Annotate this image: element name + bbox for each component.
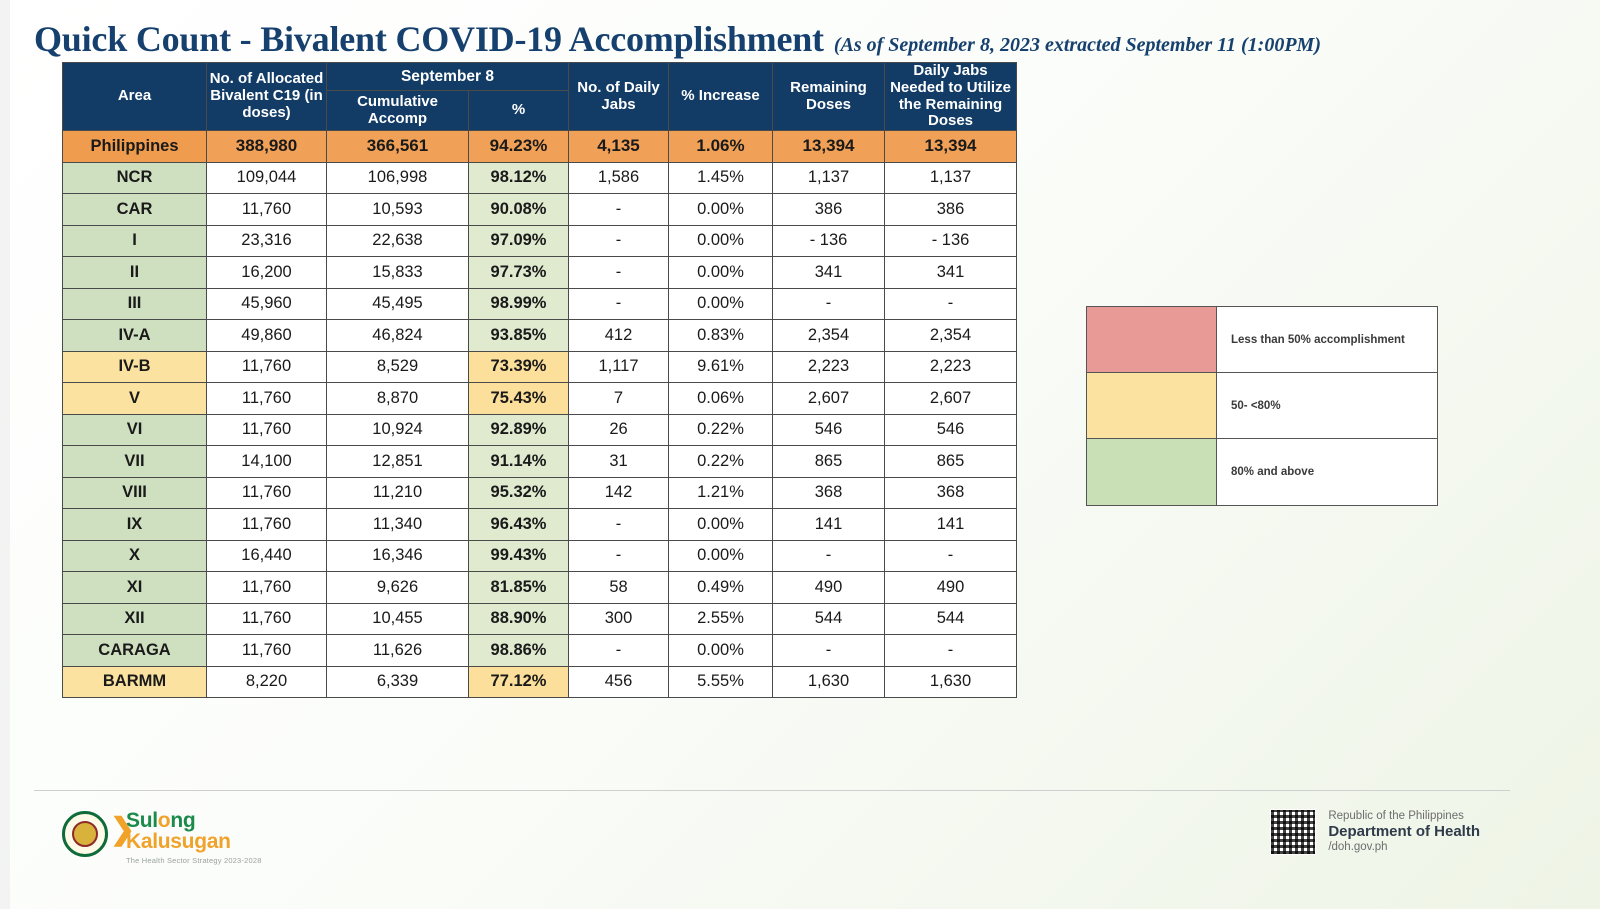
- cell-cumulative: 10,593: [327, 194, 469, 226]
- cell-percent-increase: 2.55%: [669, 603, 773, 635]
- cell-daily-jabs: 412: [569, 320, 669, 352]
- cell-allocated: 11,760: [207, 414, 327, 446]
- cell-percent-increase: 0.49%: [669, 572, 773, 604]
- table-row: [63, 446, 1017, 478]
- doh-website-label: /doh.gov.ph: [1328, 840, 1388, 853]
- cell-daily-jabs: -: [569, 225, 669, 257]
- cell-allocated: 45,960: [207, 288, 327, 320]
- cell-needed: 386: [885, 194, 1017, 226]
- cell-cumulative: 45,495: [327, 288, 469, 320]
- cell-daily-jabs: 1,117: [569, 351, 669, 383]
- legend-label: Less than 50% accomplishment: [1231, 333, 1405, 346]
- cell-percent: 75.43%: [469, 383, 569, 415]
- cell-percent: 98.12%: [469, 162, 569, 194]
- cell-percent-increase: 0.00%: [669, 635, 773, 667]
- cell-remaining: 13,394: [773, 131, 885, 163]
- title-subtitle-text: (As of September 8, 2023 extracted September 11 (1:00PM): [833, 34, 1321, 56]
- legend-label: 80% and above: [1231, 466, 1315, 478]
- cell-cumulative: 8,529: [327, 351, 469, 383]
- cell-percent: 77.12%: [469, 666, 569, 698]
- cell-cumulative: 9,626: [327, 572, 469, 604]
- cell-percent-increase: 1.21%: [669, 477, 773, 509]
- cell-remaining: 2,607: [773, 383, 885, 415]
- cell-daily-jabs: 7: [569, 383, 669, 415]
- cell-needed: 2,354: [885, 320, 1017, 352]
- cell-percent: 92.89%: [469, 414, 569, 446]
- cell-daily-jabs: -: [569, 194, 669, 226]
- sulong-kalusugan-logo: [110, 809, 262, 865]
- cell-allocated: 11,760: [207, 383, 327, 415]
- cell-allocated: 16,200: [207, 257, 327, 289]
- cell-daily-jabs: -: [569, 509, 669, 541]
- cell-daily-jabs: 58: [569, 572, 669, 604]
- cell-cumulative: 46,824: [327, 320, 469, 352]
- cell-area: IX: [63, 509, 207, 541]
- cell-percent-increase: 0.22%: [669, 414, 773, 446]
- table-row: [63, 225, 1017, 257]
- cell-remaining: 386: [773, 194, 885, 226]
- table-row: [63, 572, 1017, 604]
- cell-remaining: 1,137: [773, 162, 885, 194]
- cell-area: VIII: [63, 477, 207, 509]
- cell-daily-jabs: 456: [569, 666, 669, 698]
- table-row: [63, 257, 1017, 289]
- cell-percent: 94.23%: [469, 131, 569, 163]
- cell-area: X: [63, 540, 207, 572]
- sulong-wordmark-line1: Sulong: [126, 809, 196, 832]
- cell-remaining: 341: [773, 257, 885, 289]
- cell-daily-jabs: -: [569, 288, 669, 320]
- cell-cumulative: 8,870: [327, 383, 469, 415]
- table-row: [63, 509, 1017, 541]
- cell-remaining: 2,223: [773, 351, 885, 383]
- table-row: [63, 320, 1017, 352]
- cell-area: Philippines: [63, 131, 207, 163]
- cell-percent-increase: 0.22%: [669, 446, 773, 478]
- table-row: [63, 477, 1017, 509]
- cell-percent-increase: 1.45%: [669, 162, 773, 194]
- table-row: [63, 540, 1017, 572]
- cell-area: III: [63, 288, 207, 320]
- cell-area: VII: [63, 446, 207, 478]
- cell-needed: 1,137: [885, 162, 1017, 194]
- cell-needed: 368: [885, 477, 1017, 509]
- cell-allocated: 11,760: [207, 477, 327, 509]
- cell-area: XII: [63, 603, 207, 635]
- cell-cumulative: 16,346: [327, 540, 469, 572]
- cell-area: VI: [63, 414, 207, 446]
- footer-divider: [34, 790, 1510, 791]
- cell-percent: 99.43%: [469, 540, 569, 572]
- cell-remaining: 546: [773, 414, 885, 446]
- cell-needed: -: [885, 635, 1017, 667]
- cell-remaining: 1,630: [773, 666, 885, 698]
- cell-remaining: 368: [773, 477, 885, 509]
- legend-color-swatch: [1087, 439, 1217, 505]
- cell-needed: 865: [885, 446, 1017, 478]
- cell-percent: 97.73%: [469, 257, 569, 289]
- cell-allocated: 11,760: [207, 509, 327, 541]
- table-row: [63, 383, 1017, 415]
- cell-allocated: 14,100: [207, 446, 327, 478]
- table-row: [63, 666, 1017, 698]
- header-cumulative-accomp: Cumulative Accomp: [327, 91, 469, 131]
- cell-cumulative: 366,561: [327, 131, 469, 163]
- cell-needed: 341: [885, 257, 1017, 289]
- quick-count-table-wrapper: [62, 62, 1017, 698]
- cell-percent: 95.32%: [469, 477, 569, 509]
- cell-needed: 141: [885, 509, 1017, 541]
- table-row: [63, 414, 1017, 446]
- table-row: [63, 288, 1017, 320]
- cell-allocated: 11,760: [207, 572, 327, 604]
- cell-needed: - 136: [885, 225, 1017, 257]
- cell-allocated: 388,980: [207, 131, 327, 163]
- cell-cumulative: 22,638: [327, 225, 469, 257]
- cell-needed: 2,223: [885, 351, 1017, 383]
- qr-code-icon: [1270, 809, 1316, 855]
- cell-percent-increase: 0.00%: [669, 288, 773, 320]
- cell-needed: 490: [885, 572, 1017, 604]
- cell-percent-increase: 0.00%: [669, 257, 773, 289]
- cell-cumulative: 11,626: [327, 635, 469, 667]
- cell-daily-jabs: -: [569, 257, 669, 289]
- cell-allocated: 16,440: [207, 540, 327, 572]
- cell-cumulative: 10,924: [327, 414, 469, 446]
- cell-area: CAR: [63, 194, 207, 226]
- header-remaining-doses: Remaining Doses: [773, 63, 885, 131]
- cell-remaining: 544: [773, 603, 885, 635]
- cell-daily-jabs: -: [569, 540, 669, 572]
- cell-allocated: 11,760: [207, 635, 327, 667]
- cell-area: IV-B: [63, 351, 207, 383]
- cell-cumulative: 15,833: [327, 257, 469, 289]
- legend-color-swatch: [1087, 373, 1217, 438]
- cell-allocated: 11,760: [207, 194, 327, 226]
- cell-allocated: 11,760: [207, 603, 327, 635]
- cell-remaining: 490: [773, 572, 885, 604]
- cell-needed: -: [885, 288, 1017, 320]
- cell-percent: 88.90%: [469, 603, 569, 635]
- cell-remaining: -: [773, 540, 885, 572]
- cell-area: IV-A: [63, 320, 207, 352]
- cell-allocated: 109,044: [207, 162, 327, 194]
- sulong-tagline: The Health Sector Strategy 2023-2028: [126, 856, 262, 865]
- cell-percent: 73.39%: [469, 351, 569, 383]
- sulong-chevron-icon: ❯: [110, 813, 136, 846]
- cell-daily-jabs: 1,586: [569, 162, 669, 194]
- cell-percent: 93.85%: [469, 320, 569, 352]
- doh-seal-icon: [62, 811, 108, 857]
- cell-daily-jabs: 142: [569, 477, 669, 509]
- cell-area: NCR: [63, 162, 207, 194]
- table-row: [63, 603, 1017, 635]
- cell-needed: -: [885, 540, 1017, 572]
- cell-area: CARAGA: [63, 635, 207, 667]
- cell-daily-jabs: -: [569, 635, 669, 667]
- header-september: September 8: [327, 63, 569, 91]
- table-row: [63, 351, 1017, 383]
- cell-percent-increase: 5.55%: [669, 666, 773, 698]
- cell-cumulative: 12,851: [327, 446, 469, 478]
- table-row: [63, 635, 1017, 667]
- cell-percent-increase: 0.83%: [669, 320, 773, 352]
- header-area: Area: [63, 63, 207, 131]
- page-title: [34, 18, 1570, 60]
- doh-republic-label: Republic of the Philippines: [1328, 809, 1464, 822]
- cell-percent: 91.14%: [469, 446, 569, 478]
- cell-area: V: [63, 383, 207, 415]
- cell-daily-jabs: 300: [569, 603, 669, 635]
- table-row: [63, 162, 1017, 194]
- legend-item: [1087, 373, 1437, 439]
- cell-needed: 544: [885, 603, 1017, 635]
- cell-cumulative: 6,339: [327, 666, 469, 698]
- cell-cumulative: 11,210: [327, 477, 469, 509]
- cell-cumulative: 106,998: [327, 162, 469, 194]
- cell-area: XI: [63, 572, 207, 604]
- cell-cumulative: 11,340: [327, 509, 469, 541]
- table-row: [63, 131, 1017, 163]
- cell-cumulative: 10,455: [327, 603, 469, 635]
- cell-percent: 98.86%: [469, 635, 569, 667]
- cell-needed: 546: [885, 414, 1017, 446]
- cell-remaining: -: [773, 635, 885, 667]
- cell-remaining: 865: [773, 446, 885, 478]
- cell-percent-increase: 1.06%: [669, 131, 773, 163]
- cell-remaining: 141: [773, 509, 885, 541]
- legend-label: 50- <80%: [1231, 399, 1281, 412]
- table-body: [63, 131, 1017, 698]
- cell-allocated: 23,316: [207, 225, 327, 257]
- cell-remaining: - 136: [773, 225, 885, 257]
- doh-branding: [1270, 809, 1480, 855]
- cell-area: I: [63, 225, 207, 257]
- header-allocated: No. of Allocated Bivalent C19 (in doses): [207, 63, 327, 131]
- legend-color-swatch: [1087, 307, 1217, 372]
- cell-percent-increase: 0.00%: [669, 225, 773, 257]
- header-daily-jabs-needed: Daily Jabs Needed to Utilize the Remaining Doses: [885, 63, 1017, 131]
- header-percent-increase: % Increase: [669, 63, 773, 131]
- header-daily-jabs: No. of Daily Jabs: [569, 63, 669, 131]
- cell-percent: 96.43%: [469, 509, 569, 541]
- cell-needed: 2,607: [885, 383, 1017, 415]
- legend-item: [1087, 307, 1437, 373]
- cell-daily-jabs: 31: [569, 446, 669, 478]
- cell-percent: 97.09%: [469, 225, 569, 257]
- cell-daily-jabs: 26: [569, 414, 669, 446]
- cell-percent-increase: 9.61%: [669, 351, 773, 383]
- cell-allocated: 11,760: [207, 351, 327, 383]
- title-main-text: Quick Count - Bivalent COVID-19 Accomplishment: [34, 19, 824, 59]
- sulong-wordmark-line2: Kalusugan: [126, 830, 231, 853]
- cell-needed: 1,630: [885, 666, 1017, 698]
- cell-percent-increase: 0.00%: [669, 509, 773, 541]
- cell-remaining: -: [773, 288, 885, 320]
- cell-allocated: 49,860: [207, 320, 327, 352]
- footer: [0, 795, 1600, 909]
- doh-department-label: Department of Health: [1328, 823, 1480, 841]
- cell-needed: 13,394: [885, 131, 1017, 163]
- table-header: [63, 63, 1017, 131]
- cell-percent: 98.99%: [469, 288, 569, 320]
- cell-remaining: 2,354: [773, 320, 885, 352]
- cell-area: II: [63, 257, 207, 289]
- table-row: [63, 194, 1017, 226]
- cell-area: BARMM: [63, 666, 207, 698]
- cell-percent-increase: 0.00%: [669, 194, 773, 226]
- quick-count-table: [62, 62, 1017, 698]
- cell-daily-jabs: 4,135: [569, 131, 669, 163]
- cell-percent: 81.85%: [469, 572, 569, 604]
- cell-allocated: 8,220: [207, 666, 327, 698]
- cell-percent-increase: 0.06%: [669, 383, 773, 415]
- header-percent: %: [469, 91, 569, 131]
- legend-item: [1087, 439, 1437, 505]
- legend: [1086, 306, 1438, 506]
- cell-percent: 90.08%: [469, 194, 569, 226]
- cell-percent-increase: 0.00%: [669, 540, 773, 572]
